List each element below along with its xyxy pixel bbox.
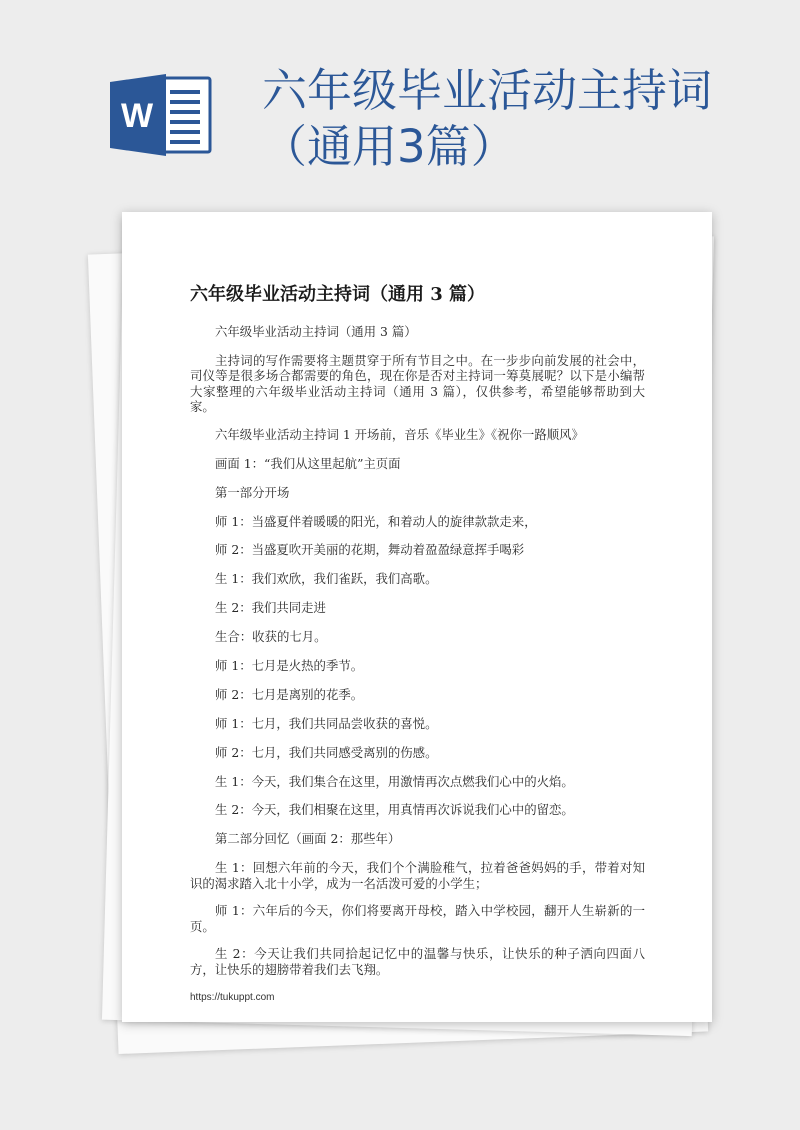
- paragraph: 生 1：今天，我们集合在这里，用激情再次点燃我们心中的火焰。: [215, 773, 574, 789]
- paragraph: 师 2：七月，我们共同感受离别的伤感。: [215, 744, 438, 760]
- paragraph: 第二部分回忆（画面 2：那些年）: [215, 831, 401, 847]
- paragraph: 生 1：回想六年前的今天，我们个个满脸稚气，拉着爸爸妈妈的手，带着对知识的渴求踏入北十小学，成为一名活泼可爱的小学生；: [190, 860, 645, 891]
- paragraph: 生 2：今天让我们共同拾起记忆中的温馨与快乐，让快乐的种子洒向四面八方，让快乐的翅膀带着我们去飞翔。: [190, 946, 645, 977]
- paragraph: 师 1：当盛夏伴着暖暖的阳光，和着动人的旋律款款走来，: [215, 513, 537, 529]
- header: [0, 0, 800, 200]
- paragraph: 师 2：七月是离别的花季。: [215, 686, 364, 702]
- page-heading: 六年级毕业活动主持词（通用 3 篇）: [190, 284, 486, 305]
- paragraph: 师 2：当盛夏吹开美丽的花期，舞动着盈盈绿意挥手喝彩: [215, 542, 525, 558]
- paragraph: 画面 1：“我们从这里起航”主页面: [215, 455, 401, 471]
- paragraph: 六年级毕业活动主持词（通用 3 篇）: [215, 324, 417, 339]
- document-title-line-1: 六年级毕业活动主持词: [262, 64, 713, 117]
- footer-url: https://tukuppt.com: [190, 992, 275, 1003]
- paragraph: 生 1：我们欢欣，我们雀跃，我们高歌。: [215, 571, 438, 587]
- paragraph: 六年级毕业活动主持词 1 开场前，音乐《毕业生》《祝你一路顺风》: [215, 426, 584, 442]
- paragraph: 师 1：七月，我们共同品尝收获的喜悦。: [215, 715, 438, 731]
- word-document-icon: [108, 72, 216, 158]
- document-title-line-2: （通用3篇）: [262, 120, 516, 173]
- paragraph: 主持词的写作需要将主题贯穿于所有节目之中。在一步步向前发展的社会中，司仪等是很多场合都需要的角色，现在你是否对主持词一筹莫展呢？以下是小编帮大家整理的六年级毕业活动主持词（通用 3 篇），仅供参考，希望能够帮助到大家。: [190, 352, 645, 415]
- paragraph: 第一部分开场: [215, 484, 290, 500]
- paragraph: 师 1：六年后的今天，你们将要离开母校，踏入中学校园，翻开人生崭新的一页。: [190, 903, 645, 934]
- page-body: [190, 324, 645, 989]
- document-page: [122, 212, 712, 1022]
- paragraph: 生 2：今天，我们相聚在这里，用真情再次诉说我们心中的留恋。: [215, 802, 574, 818]
- paragraph: 生合：收获的七月。: [215, 629, 327, 645]
- paragraph: 师 1：七月是火热的季节。: [215, 658, 364, 674]
- paragraph: 生 2：我们共同走进: [215, 600, 326, 616]
- word-icon-letter: W: [120, 97, 154, 135]
